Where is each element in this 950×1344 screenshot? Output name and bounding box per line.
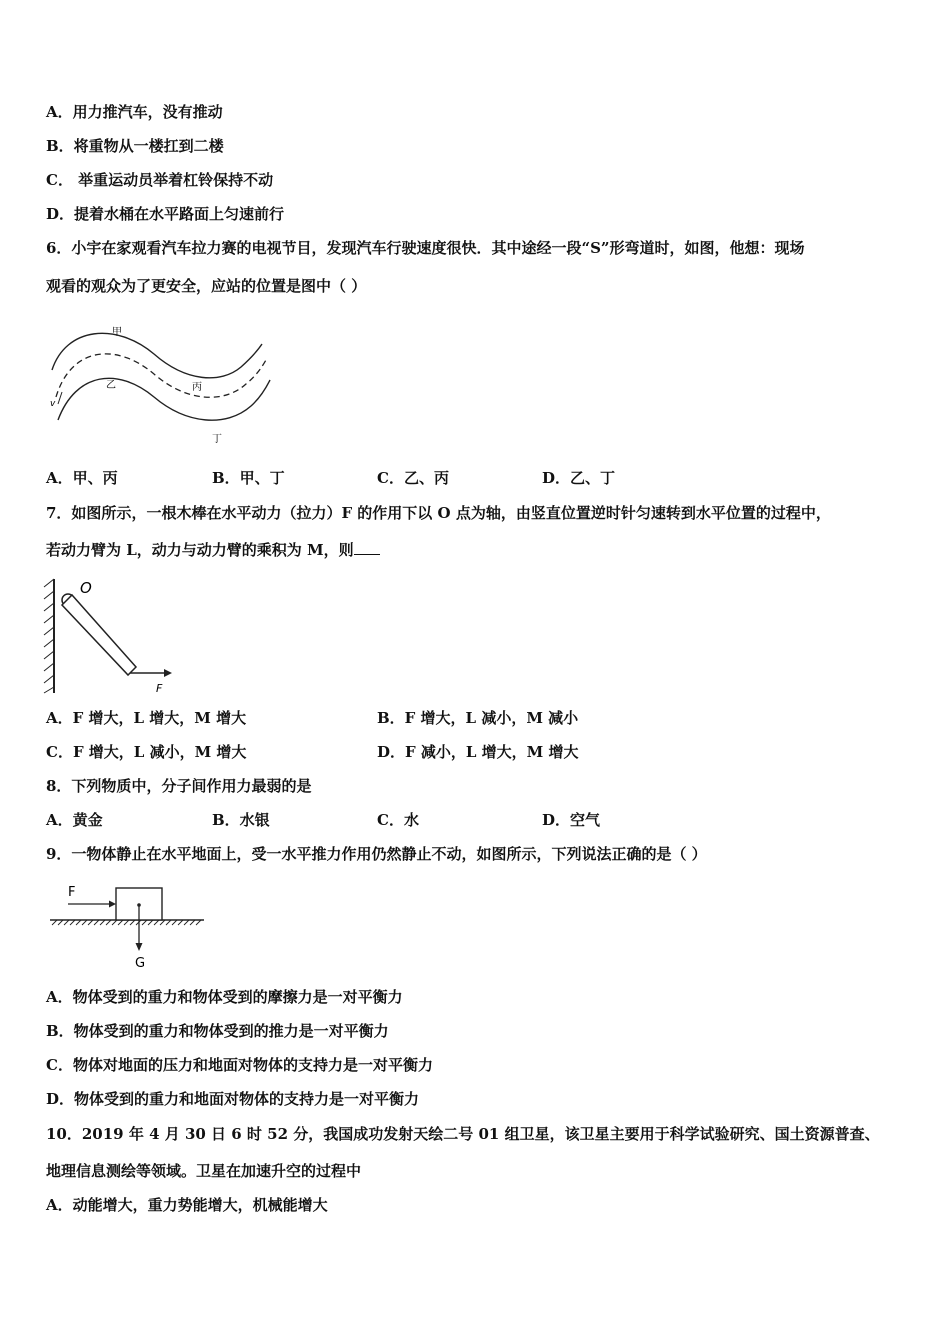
ground-hatching — [52, 920, 201, 925]
q6-option-c: C．乙、丙 — [377, 469, 449, 487]
q5-option-d: D．提着水桶在水平路面上匀速前行 — [46, 205, 285, 223]
label-f: F — [156, 682, 163, 695]
push-force-arrowhead — [109, 901, 116, 908]
q5-option-b: B．将重物从一楼扛到二楼 — [46, 137, 224, 155]
q6-stem-line2: 观看的观众为了更安全，应站的位置是图中（ ） — [46, 277, 367, 295]
road-inner-edge — [58, 378, 270, 420]
q7-option-d: D．F 减小，L 增大，M 增大 — [377, 743, 579, 761]
q6-option-d: D．乙、丁 — [542, 469, 616, 487]
q7-stem-line2-wrap — [46, 540, 380, 560]
q10-stem-line1: 10．2019 年 4 月 30 日 6 时 52 分，我国成功发射天绘二号 01 组卫星，该卫星主要用于科学试验研究、国土资源普查、 — [46, 1125, 880, 1143]
q6-option-a: A．甲、丙 — [46, 469, 118, 487]
q5-option-a: A．用力推汽车，没有推动 — [46, 103, 223, 121]
q9-stem: 9．一物体静止在水平地面上，受一水平推力作用仍然静止不动，如图所示，下列说法正确的是（ ） — [46, 845, 707, 863]
label-o: O — [80, 579, 92, 597]
road-outer-edge — [52, 333, 262, 378]
gravity-arrowhead — [136, 943, 143, 951]
label-f: F — [68, 885, 76, 900]
block-force-figure — [46, 880, 211, 972]
q8-stem: 8．下列物质中，分子间作用力最弱的是 — [46, 777, 312, 795]
q8-option-d: D．空气 — [542, 811, 601, 829]
label-g: G — [135, 956, 146, 971]
q7-stem-line1: 7．如图所示，一根木棒在水平动力（拉力）F 的作用下以 O 点为轴，由竖直位置逆时针匀速转到水平位置的过程中， — [46, 504, 831, 522]
s-curve-road-figure — [46, 322, 276, 447]
label-v: v — [50, 399, 56, 409]
q5-option-c: C． 举重运动员举着杠铃保持不动 — [46, 171, 274, 189]
q7-stem-line2: 若动力臂为 L，动力与动力臂的乘积为 M，则 — [46, 541, 354, 559]
direction-arrow — [58, 392, 62, 404]
q9-option-c: C．物体对地面的压力和地面对物体的支持力是一对平衡力 — [46, 1056, 433, 1074]
q9-option-a: A．物体受到的重力和物体受到的摩擦力是一对平衡力 — [46, 988, 403, 1006]
label-jia: 甲 — [112, 327, 122, 338]
q10-stem-line2: 地理信息测绘等领域。卫星在加速升空的过程中 — [46, 1162, 362, 1180]
answer-blank — [354, 540, 380, 555]
lever-rod-figure — [40, 575, 180, 700]
q9-option-d: D．物体受到的重力和地面对物体的支持力是一对平衡力 — [46, 1090, 420, 1108]
q8-option-b: B．水银 — [212, 811, 270, 829]
wooden-rod — [62, 595, 136, 675]
q8-option-c: C．水 — [377, 811, 419, 829]
q6-option-b: B．甲、丁 — [212, 469, 285, 487]
label-bing: 丙 — [192, 382, 202, 393]
wall-hatching — [44, 579, 54, 693]
q8-option-a: A．黄金 — [46, 811, 103, 829]
q7-option-c: C．F 增大，L 减小，M 增大 — [46, 743, 247, 761]
q9-option-b: B．物体受到的重力和物体受到的推力是一对平衡力 — [46, 1022, 389, 1040]
q10-option-a: A．动能增大，重力势能增大，机械能增大 — [46, 1196, 328, 1214]
label-ding: 丁 — [212, 434, 222, 445]
q6-stem-line1: 6．小宇在家观看汽车拉力赛的电视节目，发现汽车行驶速度很快．其中途经一段“S”形弯道时，如图，他想：现场 — [46, 239, 805, 257]
label-yi: 乙 — [106, 380, 116, 391]
q7-option-b: B．F 增大，L 减小，M 减小 — [377, 709, 579, 727]
force-arrowhead — [164, 669, 172, 677]
q7-option-a: A．F 增大，L 增大，M 增大 — [46, 709, 247, 727]
